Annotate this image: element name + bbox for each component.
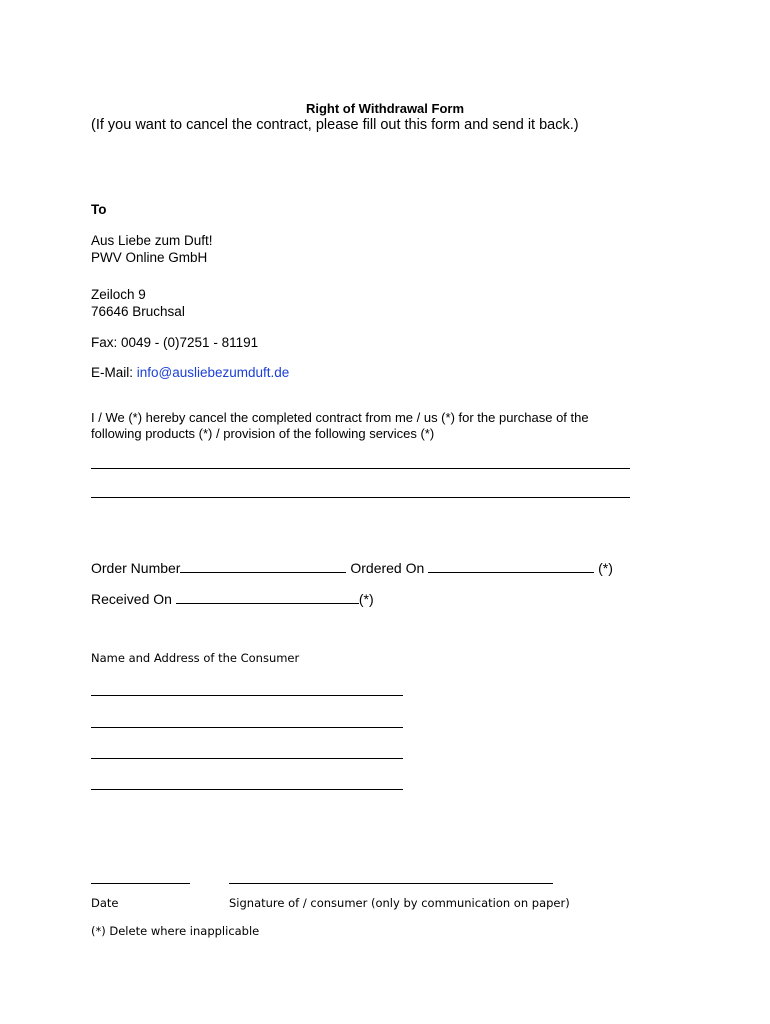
email-label: E-Mail: bbox=[91, 365, 137, 380]
consumer-line-2[interactable] bbox=[91, 727, 403, 728]
form-subtitle: (If you want to cancel the contract, please fill out this form and send it back.) bbox=[91, 117, 579, 133]
to-label: To bbox=[91, 202, 107, 217]
order-number-field[interactable] bbox=[180, 558, 346, 573]
ordered-on-suffix: (*) bbox=[594, 560, 613, 576]
consumer-name-address-label: Name and Address of the Consumer bbox=[91, 651, 300, 665]
received-row bbox=[91, 589, 374, 607]
fax-number: Fax: 0049 - (0)7251 - 81191 bbox=[91, 335, 259, 350]
signature-line[interactable] bbox=[229, 883, 553, 884]
company-name-line2: PWV Online GmbH bbox=[91, 250, 208, 265]
date-label: Date bbox=[91, 896, 119, 910]
recipient-address bbox=[91, 286, 185, 320]
ordered-on-label: Ordered On bbox=[350, 560, 429, 576]
email-row bbox=[91, 364, 289, 381]
received-on-suffix: (*) bbox=[358, 591, 374, 607]
products-line-1[interactable] bbox=[91, 468, 630, 469]
company-name-line1: Aus Liebe zum Duft! bbox=[91, 233, 213, 248]
order-number-label: Order Number bbox=[91, 560, 181, 576]
declaration-text bbox=[91, 410, 589, 442]
ordered-on-field[interactable] bbox=[428, 558, 594, 573]
footnote: (*) Delete where inapplicable bbox=[91, 924, 260, 938]
date-line[interactable] bbox=[91, 883, 190, 884]
form-title: Right of Withdrawal Form bbox=[305, 101, 465, 116]
order-row bbox=[91, 558, 613, 576]
email-link[interactable]: info@ausliebezumduft.de bbox=[136, 365, 290, 380]
declaration-line1: I / We (*) hereby cancel the completed contract from me / us (*) for the purchase of the bbox=[91, 410, 589, 425]
address-street: Zeiloch 9 bbox=[91, 287, 146, 302]
address-city: 76646 Bruchsal bbox=[91, 304, 185, 319]
received-on-field[interactable] bbox=[176, 589, 359, 604]
signature-label: Signature of / consumer (only by communication on paper) bbox=[229, 896, 570, 910]
products-line-2[interactable] bbox=[91, 497, 630, 498]
received-on-label: Received On bbox=[91, 591, 176, 607]
consumer-line-1[interactable] bbox=[91, 695, 403, 696]
recipient-company bbox=[91, 232, 213, 266]
declaration-line2: following products (*) / provision of the following services (*) bbox=[91, 426, 435, 441]
consumer-line-4[interactable] bbox=[91, 789, 403, 790]
consumer-line-3[interactable] bbox=[91, 758, 403, 759]
